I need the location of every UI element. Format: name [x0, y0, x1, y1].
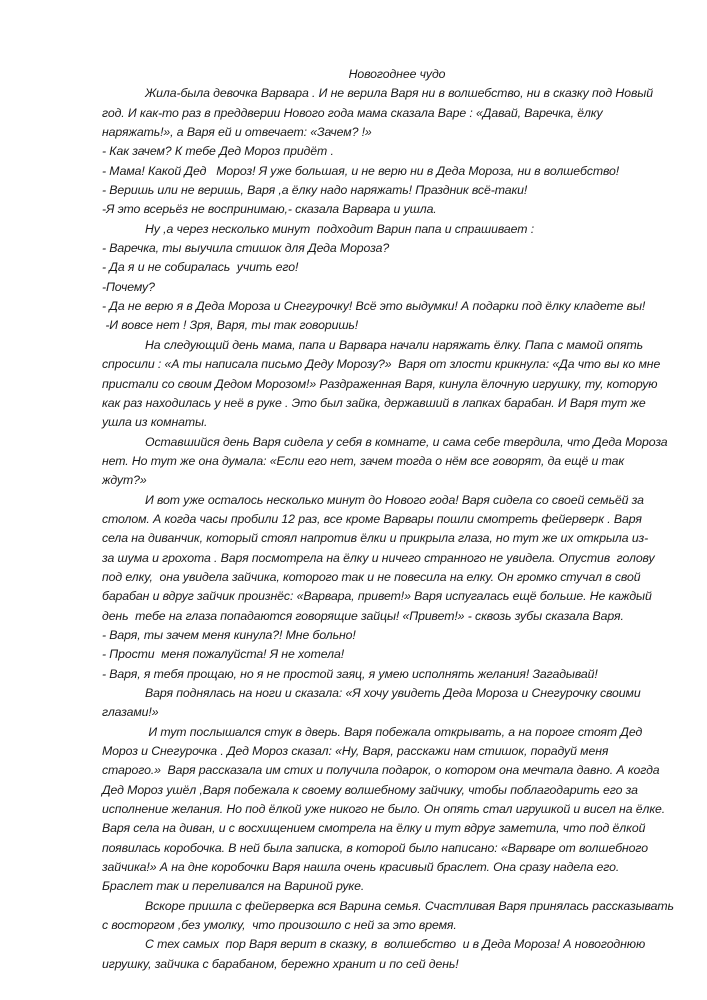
text-line: глазами!» — [102, 705, 159, 720]
text-line: - Мама! Какой Дед Мороз! Я уже большая, и не верю ни в Деда Мороза, ни в волшебство! — [102, 163, 620, 178]
text-line: Оставшийся день Варя сидела у себя в комнате, и сама себе твердила, что Деда Мороза — [145, 434, 668, 449]
paragraph — [102, 665, 662, 684]
text-line: Ну ,а через несколько минут подходит Варин папа и спрашивает : — [145, 221, 535, 236]
text-line: - Варечка, ты выучила стишок для Деда Мороза? — [102, 241, 390, 256]
text-line: - Как зачем? К тебе Дед Мороз придёт . — [102, 144, 334, 159]
text-line: И вот уже осталось несколько минут до Нового года! Варя сидела со своей семьёй за — [145, 492, 644, 507]
text-line: - Да не верю я в Деда Мороза и Снегурочку! Всё это выдумки! А подарки под ёлку кладете вы! — [102, 299, 646, 314]
text-line: С тех самых пор Варя верит в сказку, в волшебство и в Деда Мороза! А новогоднюю — [145, 937, 646, 952]
text-line: - Варя, ты зачем меня кинула?! Мне больно! — [102, 627, 356, 642]
paragraph — [102, 220, 662, 239]
paragraph — [102, 626, 662, 645]
text-line: Жила-была девочка Варвара . И не верила Варя ни в волшебство, ни в сказку под Новый — [145, 86, 653, 101]
paragraph — [102, 491, 662, 626]
text-line: пристали со своим Дедом Морозом!» Раздраженная Варя, кинула ёлочную игрушку, ту, которую — [102, 376, 658, 391]
paragraph — [102, 645, 662, 664]
text-line: зайчика!» А на дне коробочки Варя нашла очень красивый браслет. Она сразу надела его. — [102, 860, 620, 875]
paragraph — [102, 200, 662, 219]
text-line: старого.» Варя рассказала им стих и получила подарок, о котором она мечтала давно. А когда — [102, 763, 660, 778]
document-page — [102, 65, 674, 974]
text-line: исполнение желания. Но под ёлкой уже никого не было. Он опять стал игрушкой и висел на ёлке. — [102, 802, 666, 817]
text-line: Варя поднялась на ноги и сказала: «Я хочу увидеть Деда Мороза и Снегурочку своими — [145, 686, 641, 700]
paragraph — [102, 723, 666, 897]
text-line: появилась коробочка. В ней была записка, в которой было написано: «Варваре от волшебного — [102, 840, 648, 855]
text-line: спросили : «А ты написала письмо Деду Морозу?» Варя от злости крикнула: «Да что вы ко мне — [102, 357, 661, 372]
text-line: - Варя, я тебя прощаю, но я не простой заяц, я умею исполнять желания! Загадывай! — [102, 666, 598, 681]
text-line: Варя села на диван, и с восхищением смотрела на ёлку и тут вдруг заметила, что под ёлкой — [102, 821, 646, 836]
text-line: день тебе на глаза попадаются говорящие зайцы! «Привет!» - сквозь зубы сказала Варя. — [102, 608, 624, 623]
text-line: барабан и вдруг зайчик произнёс: «Варвара, привет!» Варя испугалась ещё больше. Не каждый — [102, 589, 652, 604]
document-body — [102, 84, 674, 974]
text-line: -И вовсе нет ! Зря, Варя, ты так говоришь! — [102, 318, 359, 333]
text-line: как раз находилась у неё в руке . Это был зайка, державший в лапках барабан. И Варя тут же — [102, 395, 646, 410]
text-line: наряжать!», а Варя ей и отвечает: «Зачем? !» — [102, 125, 372, 140]
text-line: ушла из комнаты. — [102, 415, 208, 430]
paragraph — [102, 142, 662, 161]
paragraph — [102, 84, 662, 142]
text-line: -Я это всерьёз не воспринимаю,- сказала Варвара и ушла. — [102, 202, 437, 217]
text-line: под елку, она увидела зайчика, которого так и не повесила на елку. Он громко стучал в свой — [102, 569, 641, 584]
text-line: - Прости меня пожалуйста! Я не хотела! — [102, 647, 345, 662]
text-line: игрушку, зайчика с барабаном, бережно хранит и по сей день! — [102, 956, 459, 971]
text-line: Дед Мороз ушёл ,Варя побежала к своему волшебному зайчику, чтобы поблагодарить его за — [102, 782, 638, 797]
paragraph — [102, 897, 674, 936]
paragraph — [102, 162, 662, 181]
paragraph — [102, 316, 662, 335]
paragraph — [102, 935, 662, 974]
text-line: за шума и грохота . Варя посмотрела на ёлку и ничего странного не увидела. Опустив голову — [102, 550, 655, 565]
paragraph — [102, 239, 662, 258]
paragraph — [102, 278, 662, 297]
text-line: И тут послышался стук в дверь. Варя побежала открывать, а на пороге стоят Дед — [145, 724, 643, 739]
paragraph — [102, 336, 662, 433]
text-line: нет. Но тут же она думала: «Если его нет, зачем тогда о нём все говорят, да ещё и так — [102, 453, 625, 468]
paragraph — [102, 684, 662, 723]
text-line: с восторгом ,без умолку, что произошло с ней за это время. — [102, 918, 457, 933]
text-line: столом. А когда часы пробили 12 раз, все кроме Варвары пошли смотреть фейерверк . Варя — [102, 511, 642, 526]
paragraph — [102, 181, 662, 200]
text-line: - Да я и не собиралась учить его! — [102, 260, 299, 275]
text-line: На следующий день мама, папа и Варвара начали наряжать ёлку. Папа с мамой опять — [145, 337, 643, 352]
text-line: -Почему? — [102, 279, 155, 294]
text-line: Мороз и Снегурочка . Дед Мороз сказал: «Ну, Варя, расскажи нам стишок, порадуй меня — [102, 744, 609, 759]
text-line: год. И как-то раз в преддверии Нового года мама сказала Варе : «Давай, Варечка, ёлку — [102, 105, 603, 120]
paragraph — [102, 258, 662, 277]
text-line: Вскоре пришла с фейерверка вся Варина семья. Счастливая Варя принялась рассказывать — [145, 898, 674, 913]
text-line: села на диванчик, который стоял напротив ёлки и прикрыла глаза, но тут же их открыла из- — [102, 531, 649, 546]
text-line: - Веришь или не веришь, Варя ,а ёлку надо наряжать! Праздник всё-таки! — [102, 183, 528, 198]
paragraph — [102, 297, 662, 316]
text-line: Браслет так и переливался на Вариной руке. — [102, 879, 365, 894]
text-line: ждут?» — [102, 473, 147, 488]
document-title: Новогоднее чудо — [348, 67, 446, 81]
paragraph — [102, 433, 668, 491]
